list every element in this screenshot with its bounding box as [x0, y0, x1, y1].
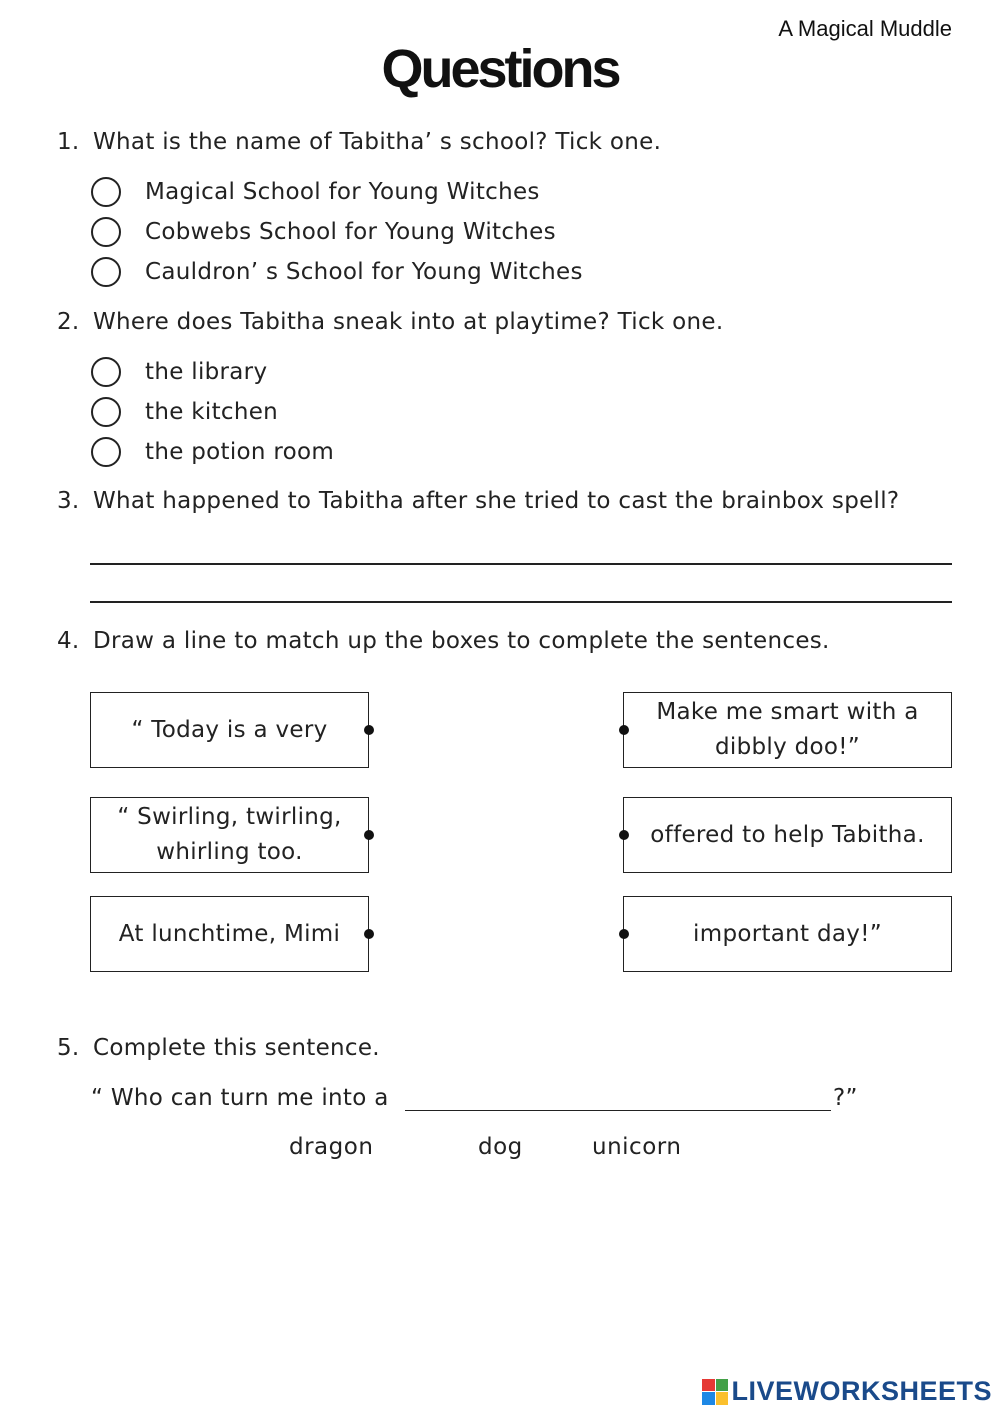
liveworksheets-logo: [702, 1376, 992, 1407]
word-choice-dog[interactable]: dog: [478, 1134, 523, 1160]
option-label: the kitchen: [145, 399, 279, 425]
question-2: [57, 309, 723, 335]
question-text: What is the name of Tabitha’ s school? Tick one.: [93, 129, 662, 155]
option-label: Cauldron’ s School for Young Witches: [145, 259, 583, 285]
match-dot-right-2[interactable]: [619, 830, 629, 840]
question-number: 1.: [57, 129, 80, 155]
match-text: “ Swirling, twirling, whirling too.: [117, 804, 342, 865]
option-label: the library: [145, 359, 268, 385]
question-number: 3.: [57, 488, 80, 514]
radio-circle-icon[interactable]: [91, 177, 121, 207]
match-left-box-3[interactable]: [90, 896, 369, 972]
word-choice-unicorn[interactable]: unicorn: [592, 1134, 682, 1160]
match-dot-left-3[interactable]: [364, 929, 374, 939]
answer-line-1[interactable]: [90, 563, 952, 565]
match-text: Make me smart with a dibbly doo!”: [656, 699, 919, 760]
match-text: important day!”: [693, 920, 882, 947]
match-left-box-2[interactable]: [90, 797, 369, 873]
q1-option-2[interactable]: [91, 215, 556, 249]
match-text: “ Today is a very: [131, 716, 328, 743]
q2-option-2[interactable]: [91, 395, 278, 429]
radio-circle-icon[interactable]: [91, 437, 121, 467]
sentence-suffix: ?”: [833, 1085, 858, 1111]
q1-option-1[interactable]: [91, 175, 540, 209]
match-right-box-3[interactable]: [623, 896, 952, 972]
question-number: 4.: [57, 628, 80, 654]
question-text: Where does Tabitha sneak into at playtime? Tick one.: [93, 309, 724, 335]
radio-circle-icon[interactable]: [91, 257, 121, 287]
question-number: 5.: [57, 1035, 80, 1061]
radio-circle-icon[interactable]: [91, 397, 121, 427]
q2-option-1[interactable]: [91, 355, 267, 389]
question-4: [57, 628, 830, 654]
q2-option-3[interactable]: [91, 435, 334, 469]
match-dot-left-1[interactable]: [364, 725, 374, 735]
radio-circle-icon[interactable]: [91, 217, 121, 247]
match-dot-right-3[interactable]: [619, 929, 629, 939]
question-text: Draw a line to match up the boxes to complete the sentences.: [93, 628, 830, 654]
radio-circle-icon[interactable]: [91, 357, 121, 387]
match-text: At lunchtime, Mimi: [118, 920, 341, 947]
option-label: Magical School for Young Witches: [145, 179, 540, 205]
question-text: Complete this sentence.: [93, 1035, 380, 1061]
option-label: Cobwebs School for Young Witches: [145, 219, 556, 245]
sentence-prefix: “ Who can turn me into a: [91, 1085, 389, 1111]
question-3: [57, 488, 899, 514]
logo-squares-icon: [702, 1379, 728, 1405]
match-dot-right-1[interactable]: [619, 725, 629, 735]
match-left-box-1[interactable]: [90, 692, 369, 768]
question-1: [57, 129, 661, 155]
page-title: Questions: [381, 39, 619, 99]
question-5: [57, 1035, 380, 1061]
q1-option-3[interactable]: [91, 255, 583, 289]
question-number: 2.: [57, 309, 80, 335]
option-label: the potion room: [145, 439, 335, 465]
match-right-box-2[interactable]: [623, 797, 952, 873]
answer-line-2[interactable]: [90, 601, 952, 603]
match-dot-left-2[interactable]: [364, 830, 374, 840]
word-choice-dragon[interactable]: dragon: [289, 1134, 374, 1160]
fill-in-blank[interactable]: [405, 1110, 831, 1111]
brand-name: LIVEWORKSHEETS: [731, 1376, 992, 1406]
story-title: A Magical Muddle: [778, 16, 952, 41]
question-text: What happened to Tabitha after she tried to cast the brainbox spell?: [93, 488, 900, 514]
match-text: offered to help Tabitha.: [650, 821, 925, 848]
match-right-box-1[interactable]: [623, 692, 952, 768]
